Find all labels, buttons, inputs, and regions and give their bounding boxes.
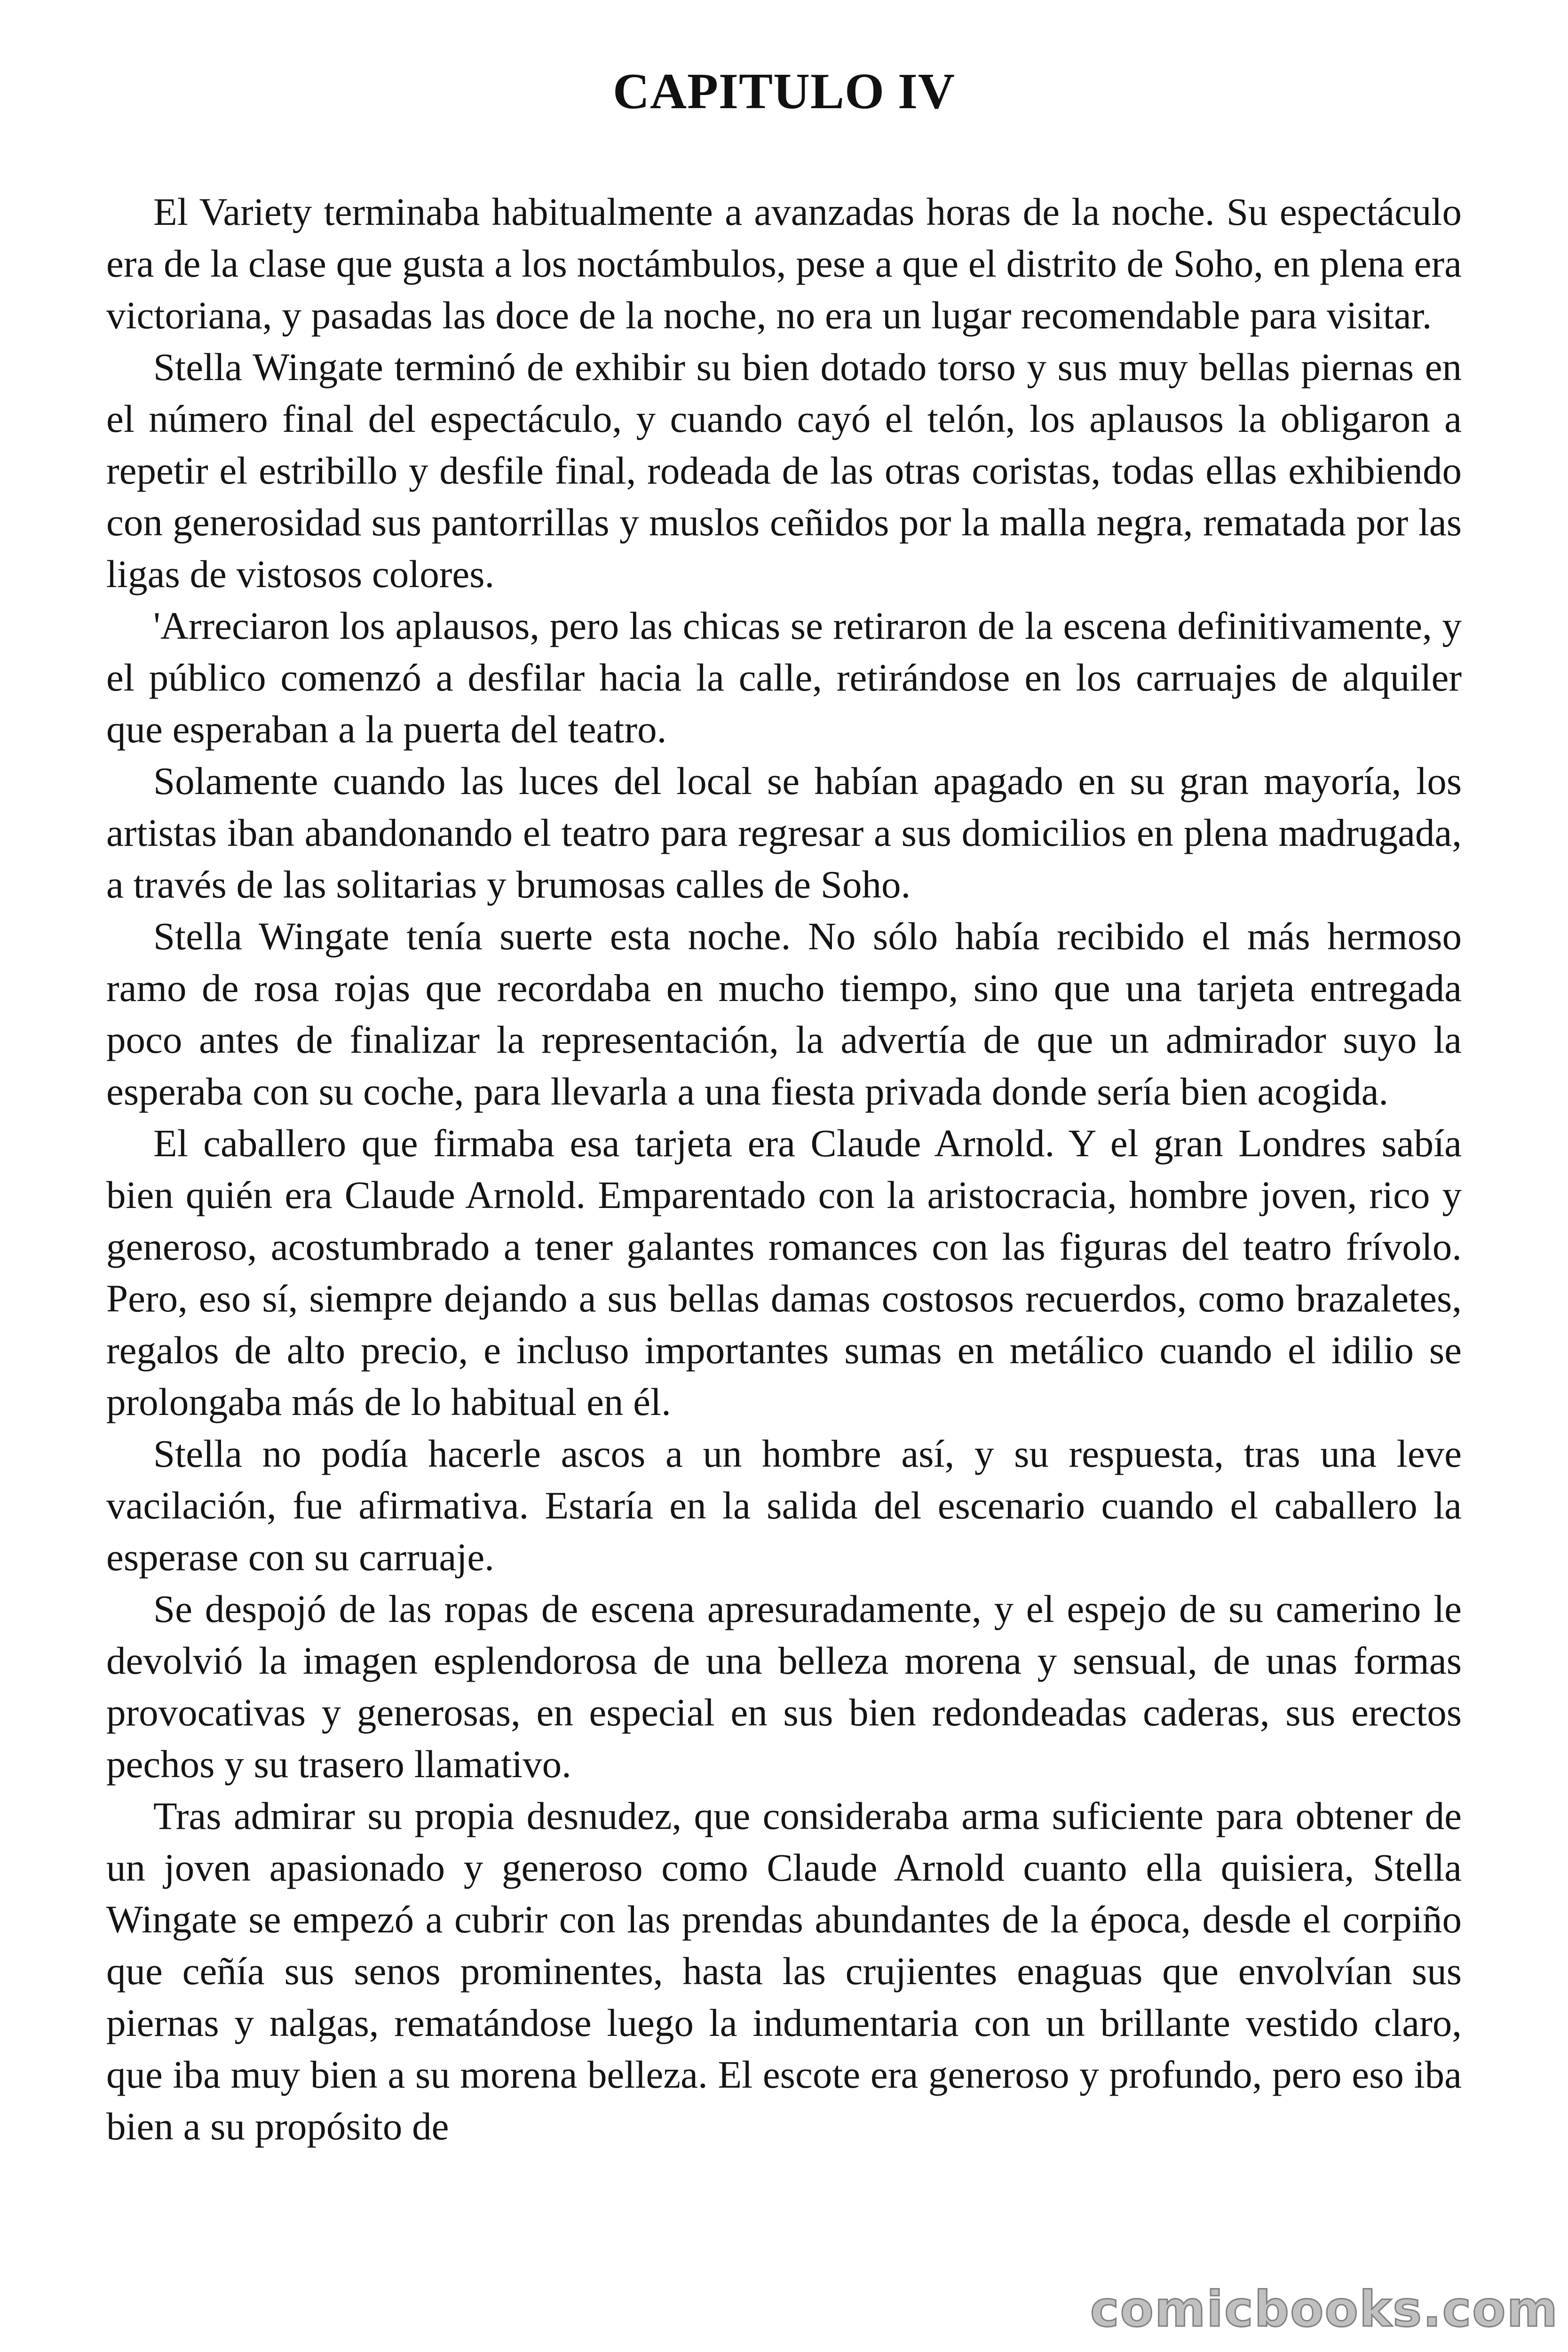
paragraph: Stella Wingate terminó de exhibir su bien dotado torso y sus muy bellas piernas en el número final del espectáculo, y cuando cayó el telón, los aplausos la obligaron a repetir el estribillo y desfile final, rodeada de las otras coristas, todas ellas exhibiendo con generosidad sus pantorrillas y muslos ceñidos por la malla negra, rematada por las ligas de vistosos colores. xyxy=(106,345,1462,596)
chapter-body xyxy=(106,186,1462,2152)
chapter-title: CAPITULO IV xyxy=(612,64,956,119)
paragraph: Stella Wingate tenía suerte esta noche. No sólo había recibido el más hermoso ramo de rosa rojas que recordaba en mucho tiempo, sino que una tarjeta entregada poco antes de finalizar la representación, la advertía de que un admirador suyo la esperaba con su coche, para llevarla a una fiesta privada donde sería bien acogida. xyxy=(106,914,1462,1113)
paragraph: Tras admirar su propia desnudez, que consideraba arma suficiente para obtener de un joven apasionado y generoso como Claude Arnold cuanto ella quisiera, Stella Wingate se empezó a cubrir con las prendas abundantes de la época, desde el corpiño que ceñía sus senos prominentes, hasta las crujientes enaguas que envolvían sus piernas y nalgas, rematándose luego la indumentaria con un brillante vestido claro, que iba muy bien a su morena belleza. El escote era generoso y profundo, pero eso iba bien a su propósito de xyxy=(106,1794,1462,2148)
site-watermark: comicbooks.com xyxy=(1090,2280,1559,2338)
paragraph: Se despojó de las ropas de escena apresuradamente, y el espejo de su camerino le devolvió la imagen esplendorosa de una belleza morena y sensual, de unas formas provocativas y generosas, en especial en sus bien redondeadas caderas, sus erectos pechos y su trasero llamativo. xyxy=(106,1587,1462,1786)
paragraph: El caballero que firmaba esa tarjeta era Claude Arnold. Y el gran Londres sabía bien quién era Claude Arnold. Emparentado con la aristocracia, hombre joven, rico y generoso, acostumbrado a tener galantes romances con las figuras del teatro frívolo. Pero, eso sí, siempre dejando a sus bellas damas costosos recuerdos, como brazaletes, regalos de alto precio, e incluso importantes sumas en metálico cuando el idilio se prolongaba más de lo habitual en él. xyxy=(106,1121,1462,1423)
paragraph: Stella no podía hacerle ascos a un hombre así, y su respuesta, tras una leve vacilación, fue afirmativa. Estaría en la salida del escenario cuando el caballero la esperase con su carruaje. xyxy=(106,1432,1462,1579)
paragraph: Solamente cuando las luces del local se habían apagado en su gran mayoría, los artistas iban abandonando el teatro para regresar a sus domicilios en plena madrugada, a través de las solitarias y brumosas calles de Soho. xyxy=(106,759,1462,906)
paragraph: El Variety terminaba habitualmente a avanzadas horas de la noche. Su espectáculo era de la clase que gusta a los noctámbulos, pese a que el distrito de Soho, en plena era victoriana, y pasadas las doce de la noche, no era un lugar recomendable para visitar. xyxy=(106,190,1462,337)
paragraph: 'Arreciaron los aplausos, pero las chicas se retiraron de la escena definitivamente, y el público comenzó a desfilar hacia la calle, retirándose en los carruajes de alquiler que esperaban a la puerta del teatro. xyxy=(106,604,1462,751)
